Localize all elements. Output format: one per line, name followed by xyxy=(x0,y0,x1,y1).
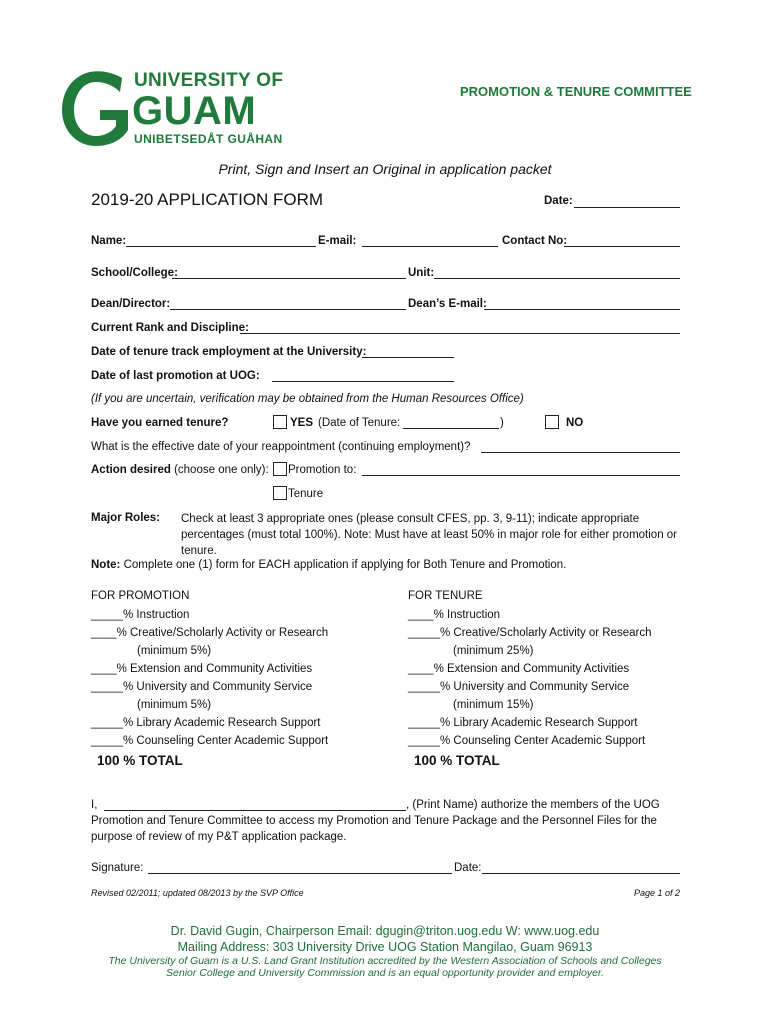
auth-line2: Promotion and Tenure Committee to access my Promotion and Tenure Package and the Personnel Files for the xyxy=(91,815,657,827)
name-field[interactable] xyxy=(126,246,316,247)
major-roles-text: Check at least 3 appropriate ones (please consult CFES, pp. 3, 9-11); indicate appropriate percentages (must total 100%). Note: Must have at least 50% in major role for either promotion or tenure. xyxy=(181,513,678,557)
reappointment-label: What is the effective date of your reappointment (continuing employment)? xyxy=(91,441,471,453)
email-field[interactable] xyxy=(362,246,498,247)
major-roles-label: Major Roles: xyxy=(91,512,161,524)
school-field[interactable] xyxy=(172,278,406,279)
unit-field[interactable] xyxy=(434,278,680,279)
tenure-item: ____% Extension and Community Activities xyxy=(408,663,630,675)
footer-address: Mailing Address: 303 University Drive UOG Station Mangilao, Guam 96913 xyxy=(177,940,593,954)
footer-equal-opportunity: Senior College and University Commission and is an equal opportunity provider and employer. xyxy=(166,967,604,979)
no-label: NO xyxy=(566,417,584,429)
footer-contact: Dr. David Gugin, Chairperson Email: dgugin@triton.uog.edu W: www.uog.edu xyxy=(170,924,600,938)
promotion-item: ____% Creative/Scholarly Activity or Research xyxy=(91,627,329,639)
dean-email-label: Dean’s E-mail: xyxy=(408,298,487,310)
form-title: 2019-20 APPLICATION FORM xyxy=(91,190,324,209)
promotion-item: _____% Library Academic Research Support xyxy=(91,717,321,729)
logo-line1: UNIVERSITY OF xyxy=(134,70,284,91)
tenure-item: ____% Instruction xyxy=(408,609,501,621)
dean-email-field[interactable] xyxy=(484,309,680,310)
tenure-item: _____% Creative/Scholarly Activity or Research xyxy=(408,627,652,639)
contact-label: Contact No: xyxy=(502,235,568,247)
instruction-text: Print, Sign and Insert an Original in application packet xyxy=(218,161,552,177)
signature-label: Signature: xyxy=(91,862,144,874)
note-text: Complete one (1) form for EACH application if applying for Both Tenure and Promotion. xyxy=(120,559,567,571)
dean-label: Dean/Director: xyxy=(91,298,171,310)
yes-label: YES xyxy=(290,417,314,429)
tenure-item: _____% Counseling Center Academic Support xyxy=(408,735,646,747)
footer-accreditation: The University of Guam is a U.S. Land Grant Institution accredited by the Western Association of Schools and Colleges xyxy=(108,955,662,967)
promotion-checkbox[interactable] xyxy=(273,462,287,476)
promotion-to-label: Promotion to: xyxy=(288,464,357,476)
date-field[interactable] xyxy=(574,207,680,208)
tenure-label: Tenure xyxy=(288,488,324,500)
promotion-heading: FOR PROMOTION xyxy=(91,590,190,602)
logo-line2: GUAM xyxy=(132,89,257,133)
action-label: Action desired xyxy=(91,464,171,476)
tenure-heading: FOR TENURE xyxy=(408,590,483,602)
promotion-item: (minimum 5%) xyxy=(137,699,212,711)
school-label: School/College: xyxy=(91,267,178,279)
tenure-checkbox[interactable] xyxy=(273,486,287,500)
signature-date-field[interactable] xyxy=(482,873,680,874)
action-desired xyxy=(91,463,269,477)
tenure-item: (minimum 25%) xyxy=(453,645,534,657)
major-roles-note xyxy=(91,558,566,572)
promotion-item: _____% University and Community Service xyxy=(91,681,313,693)
tenure-track-field[interactable] xyxy=(362,357,454,358)
earned-tenure-label: Have you earned tenure? xyxy=(91,417,229,429)
auth-line3: purpose of review of my P&T application package. xyxy=(91,831,347,843)
promotion-item: (minimum 5%) xyxy=(137,645,212,657)
date-label: Date: xyxy=(544,195,573,207)
no-checkbox[interactable] xyxy=(545,415,559,429)
tenure-track-label: Date of tenure track employment at the University: xyxy=(91,346,367,358)
action-sub: (choose one only): xyxy=(170,464,269,476)
promotion-item: _____% Instruction xyxy=(91,609,190,621)
uncertain-note: (If you are uncertain, verification may be obtained from the Human Resources Office) xyxy=(91,393,524,405)
unit-label: Unit: xyxy=(408,267,435,279)
rank-field[interactable] xyxy=(240,333,680,334)
print-name-field[interactable] xyxy=(104,810,406,811)
tenure-item: _____% University and Community Service xyxy=(408,681,630,693)
signature-date-label: Date: xyxy=(454,862,482,874)
promotion-item: _____% Counseling Center Academic Support xyxy=(91,735,329,747)
promotion-item: ____% Extension and Community Activities xyxy=(91,663,313,675)
last-promotion-field[interactable] xyxy=(272,381,454,382)
uog-g-emblem-icon xyxy=(60,70,132,148)
page-number: Page 1 of 2 xyxy=(633,888,680,898)
date-of-tenure-label: (Date of Tenure: xyxy=(318,417,401,429)
signature-field[interactable] xyxy=(148,873,452,874)
dean-field[interactable] xyxy=(170,309,406,310)
auth-prefix: I, xyxy=(91,799,98,811)
contact-field[interactable] xyxy=(564,246,680,247)
note-label: Note: xyxy=(91,559,121,571)
promotion-to-field[interactable] xyxy=(362,475,680,476)
last-promotion-label: Date of last promotion at UOG: xyxy=(91,370,260,382)
auth-line1: , (Print Name) authorize the members of the UOG xyxy=(406,799,660,811)
logo-line3: UNIBETSEDÅT GUÅHAN xyxy=(134,132,283,146)
date-of-tenure-close: ) xyxy=(500,417,504,429)
promotion-total: 100 % TOTAL xyxy=(97,753,183,768)
email-label: E-mail: xyxy=(318,235,357,247)
tenure-total: 100 % TOTAL xyxy=(414,753,500,768)
tenure-item: _____% Library Academic Research Support xyxy=(408,717,638,729)
date-of-tenure-field[interactable] xyxy=(403,428,499,429)
reappointment-field[interactable] xyxy=(481,452,680,453)
revision-note: Revised 02/2011; updated 08/2013 by the SVP Office xyxy=(91,888,304,898)
committee-title: PROMOTION & TENURE COMMITTEE xyxy=(460,84,692,99)
tenure-item: (minimum 15%) xyxy=(453,699,534,711)
name-label: Name: xyxy=(91,235,127,247)
rank-label: Current Rank and Discipline: xyxy=(91,322,249,334)
yes-checkbox[interactable] xyxy=(273,415,287,429)
